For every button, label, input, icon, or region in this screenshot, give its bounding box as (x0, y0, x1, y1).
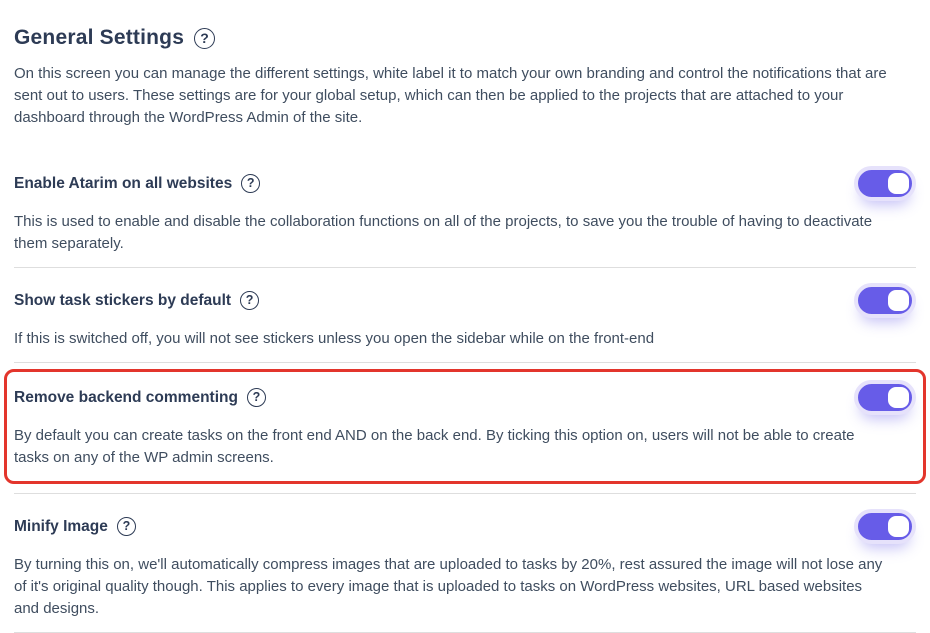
help-icon[interactable]: ? (240, 291, 259, 310)
help-icon[interactable]: ? (194, 28, 215, 49)
toggle-show-task-stickers[interactable] (854, 283, 916, 318)
setting-row-head (14, 283, 916, 318)
setting-description: By default you can create tasks on the front end AND on the back end. By ticking this option on, users will not be able to create tasks on any of the WP admin screens. (14, 427, 855, 466)
divider (14, 362, 916, 363)
setting-row-minify-image (14, 494, 916, 632)
page-title-text: General Settings (14, 26, 185, 49)
help-icon[interactable]: ? (247, 388, 266, 407)
setting-row-head (14, 380, 916, 415)
intro-text: On this screen you can manage the different settings, white label it to match your own branding and control the notifications that are sent out to users. These settings are for your global setup, which can then be applied to the projects that are attached to your dashboard through the WordPress Admin of the site. (14, 65, 887, 126)
setting-description: By turning this on, we'll automatically compress images that are uploaded to tasks by 20%, rest assured the image will not lose any of it's original quality though. This applies to every image that is uploaded to tasks on WordPress websites, URL based websites and designs. (14, 556, 883, 617)
setting-label-text: Minify Image (14, 517, 108, 535)
setting-label-text: Enable Atarim on all websites (14, 174, 233, 192)
setting-label (14, 291, 259, 310)
setting-description: This is used to enable and disable the collaboration functions on all of the projects, to save you the trouble of having to deactivate them separately. (14, 213, 873, 252)
setting-label (14, 517, 136, 536)
help-icon[interactable]: ? (117, 517, 136, 536)
setting-row-enable-atarim (14, 151, 916, 267)
settings-list (14, 151, 916, 633)
toggle-knob (888, 387, 909, 408)
setting-row-show-task-stickers (14, 268, 916, 362)
setting-label (14, 388, 266, 407)
setting-row-head (14, 509, 916, 544)
setting-description: If this is switched off, you will not see stickers unless you open the sidebar while on the front-end (14, 330, 655, 347)
toggle-knob (888, 516, 909, 537)
toggle-knob (888, 290, 909, 311)
toggle-minify-image[interactable] (854, 509, 916, 544)
setting-label (14, 174, 260, 193)
setting-label-text: Remove backend commenting (14, 388, 238, 406)
help-icon[interactable]: ? (241, 174, 260, 193)
setting-row-head (14, 166, 916, 201)
setting-row-remove-backend-commenting (14, 372, 916, 480)
toggle-enable-atarim[interactable] (854, 166, 916, 201)
toggle-remove-backend-commenting[interactable] (854, 380, 916, 415)
highlight-box (4, 369, 926, 484)
page-title (14, 26, 916, 50)
toggle-knob (888, 173, 909, 194)
setting-label-text: Show task stickers by default (14, 291, 232, 309)
